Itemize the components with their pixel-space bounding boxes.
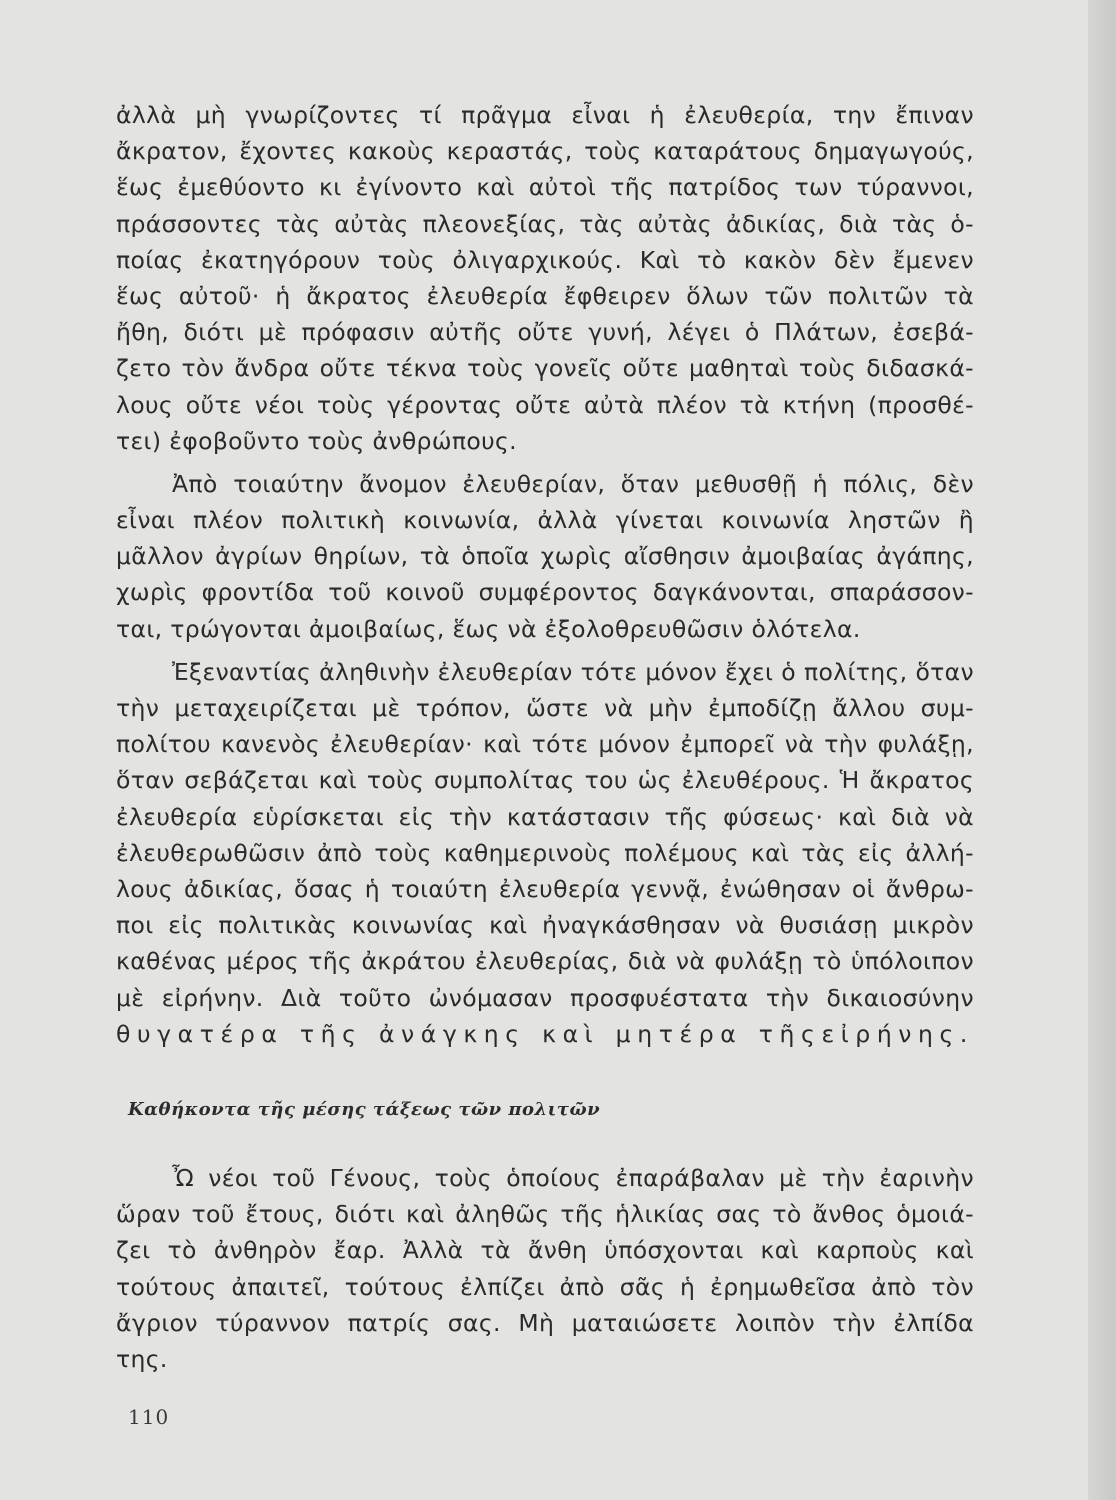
text-line: εἶναι πλέον πολιτικὴ κοινωνία, ἀλλὰ γίνεται κοινωνία ληστῶν ἢ: [116, 506, 974, 535]
text-line: Ἀπὸ τοιαύτην ἄνομον ἐλευθερίαν, ὅταν μεθυσθῇ ἡ πόλις, δὲν: [172, 469, 974, 498]
text-line: ὅταν σεβάζεται καὶ τοὺς συμπολίτας του ὡς ἐλευθέρους. Ἡ ἄκρατος: [116, 766, 974, 795]
text-line: τὴν μεταχειρίζεται μὲ τρόπον, ὥστε νὰ μὴν ἐμποδίζῃ ἄλλου συμ-: [116, 694, 974, 722]
text-line: ποι εἰς πολιτικὰς κοινωνίας καὶ ἠναγκάσθησαν νὰ θυσιάσῃ μικρὸν: [116, 911, 974, 940]
text-line: ἕως ἐμεθύοντο κι ἐγίνοντο καὶ αὐτοὶ τῆς πατρίδος των τύραννοι,: [116, 173, 974, 202]
text-line: λους οὔτε νέοι τοὺς γέροντας οὔτε αὐτὰ πλέον τὰ κτήνη (προσθέ-: [116, 390, 974, 419]
final-text-block: [116, 1160, 974, 1377]
text-line: ζει τὸ ἀνθηρὸν ἔαρ. Ἀλλὰ τὰ ἄνθη ὑπόσχονται καὶ καρποὺς καὶ: [116, 1236, 974, 1265]
text-line: ἄκρατον, ἔχοντες κακοὺς κεραστάς, τοὺς καταράτους δημαγωγούς,: [116, 137, 974, 166]
text-line: ὥραν τοῦ ἔτους, διότι καὶ ἀληθῶς τῆς ἡλικίας σας τὸ ἄνθος ὁμοιά-: [116, 1200, 974, 1229]
page-number: 110: [128, 1405, 170, 1429]
main-text-block: [116, 97, 974, 1052]
text-line: ἄγριον τύραννον πατρίς σας. Μὴ ματαιώσετε λοιπὸν τὴν ἐλπίδα: [116, 1308, 974, 1337]
text-line: ἤθη, διότι μὲ πρόφασιν αὐτῆς οὔτε γυνή, λέγει ὁ Πλάτων, ἐσεβά-: [116, 318, 974, 347]
text-line: τει) ἐφοβοῦντο τοὺς ἀνθρώπους.: [116, 426, 517, 455]
text-line: Ἐξεναντίας ἀληθινὴν ἐλευθερίαν τότε μόνον ἔχει ὁ πολίτης, ὅταν: [172, 657, 974, 686]
page-edge-shadow: [1088, 0, 1116, 1500]
text-line: τούτους ἀπαιτεῖ, τούτους ἐλπίζει ἀπὸ σᾶς ἡ ἐρημωθεῖσα ἀπὸ τὸν: [116, 1272, 974, 1301]
text-line: καθένας μέρος τῆς ἀκράτου ἐλευθερίας, διὰ νὰ φυλάξῃ τὸ ὑπόλοιπον: [116, 947, 974, 976]
text-line: ἕως αὐτοῦ· ἡ ἄκρατος ἐλευθερία ἔφθειρεν ὅλων τῶν πολιτῶν τὰ: [116, 281, 974, 310]
text-line: μὲ εἰρήνην. Διὰ τοῦτο ὠνόμασαν προσφυέστατα τὴν δικαιοσύνην: [116, 983, 974, 1012]
text-line: ἐλευθερωθῶσιν ἀπὸ τοὺς καθημερινοὺς πολέμους καὶ τὰς εἰς ἀλλή-: [116, 838, 974, 867]
text-line: της.: [116, 1344, 168, 1373]
paragraph-4: [116, 1160, 974, 1377]
text-line: μᾶλλον ἀγρίων θηρίων, τὰ ὁποῖα χωρὶς αἴσθησιν ἀμοιβαίας ἀγάπης,: [116, 542, 974, 571]
paragraph-3: [116, 654, 974, 1052]
paragraph-2: [116, 466, 974, 647]
text-line: πράσσοντες τὰς αὐτὰς πλεονεξίας, τὰς αὐτὰς ἀδικίας, διὰ τὰς ὁ-: [116, 209, 974, 238]
text-line: ται, τρώγονται ἀμοιβαίως, ἕως νὰ ἐξολοθρευθῶσιν ὁλότελα.: [116, 614, 861, 643]
text-line: Ὦ νέοι τοῦ Γένους, τοὺς ὁποίους ἐπαράβαλαν μὲ τὴν ἐαρινὴν: [172, 1164, 974, 1192]
text-line: λους ἀδικίας, ὅσας ἡ τοιαύτη ἐλευθερία γεννᾷ, ἐνώθησαν οἱ ἄνθρω-: [116, 874, 974, 903]
section-heading: Καθήκοντα τῆς μέσης τάξεως τῶν πολιτῶν: [128, 1099, 601, 1120]
text-line: ζετο τὸν ἄνδρα οὔτε τέκνα τοὺς γονεῖς οὔτε μαθηταὶ τοὺς διδασκά-: [116, 354, 974, 383]
text-line: ποίας ἐκατηγόρουν τοὺς ὀλιγαρχικούς. Καὶ τὸ κακὸν δὲν ἔμενεν: [116, 245, 974, 274]
text-line: πολίτου κανενὸς ἐλευθερίαν· καὶ τότε μόνον ἐμπορεῖ νὰ τὴν φυλάξῃ,: [116, 730, 974, 759]
text-line: χωρὶς φροντίδα τοῦ κοινοῦ συμφέροντος δαγκάνονται, σπαράσσον-: [116, 578, 974, 607]
text-line: ἐλευθερία εὑρίσκεται εἰς τὴν κατάστασιν τῆς φύσεως· καὶ διὰ νὰ: [116, 802, 974, 831]
text-line: ἀλλὰ μὴ γνωρίζοντες τί πρᾶγμα εἶναι ἡ ἐλευθερία, την ἔπιναν: [116, 101, 974, 129]
paragraph-1: [116, 97, 974, 459]
text-line-spaced: θυγατέρα τῆς ἀνάγκης καὶ μητέρα τῆςεἰρήνης.: [116, 1019, 974, 1048]
